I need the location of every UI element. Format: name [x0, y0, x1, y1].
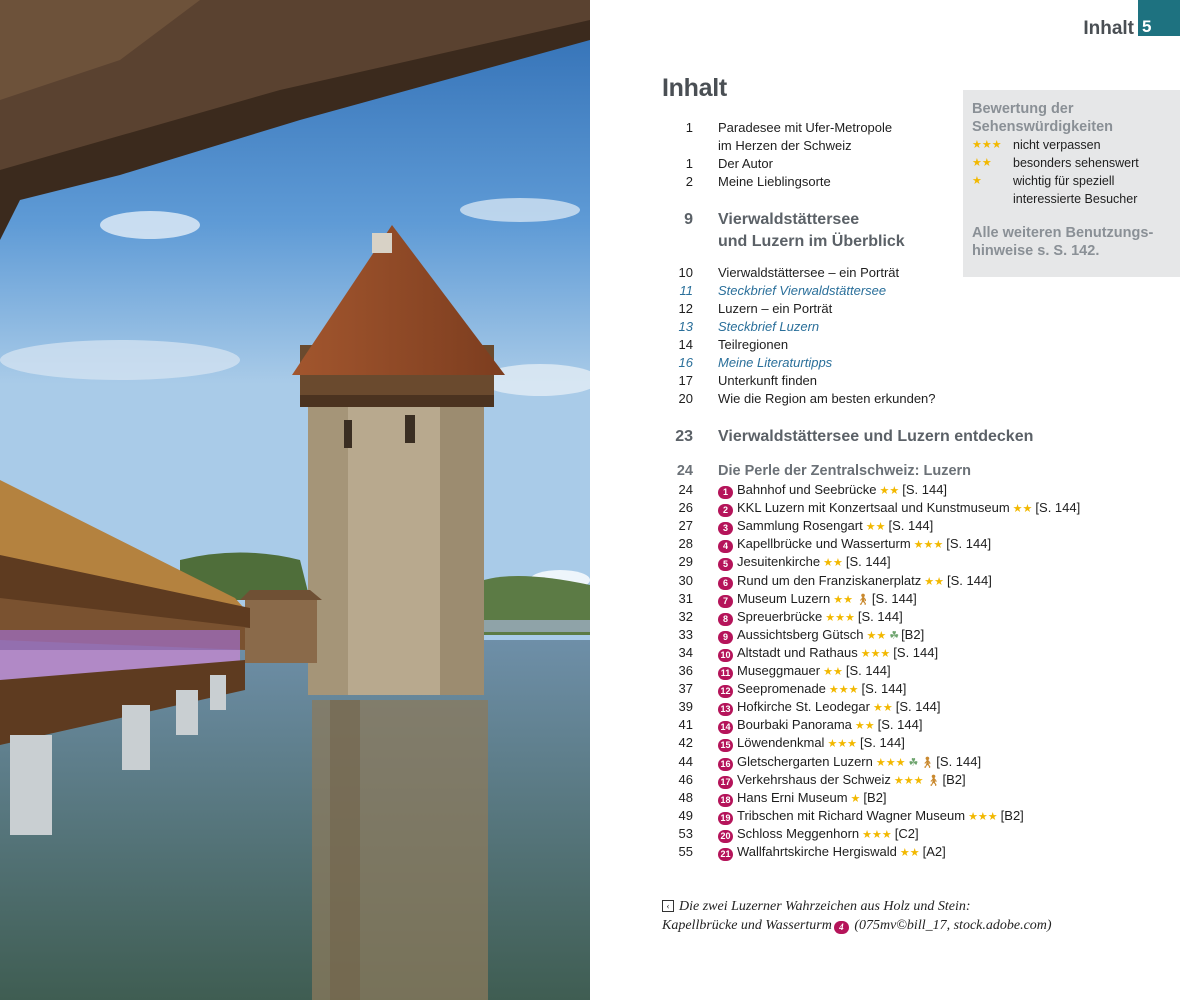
- sight-name: Tribschen mit Richard Wagner Museum: [737, 807, 966, 823]
- sight-number-badge: 9: [718, 631, 733, 644]
- legend-heading: Bewertung der Sehenswürdigkeiten: [972, 101, 1114, 135]
- page-reference: [S. 144]: [871, 590, 917, 606]
- star-rating-icon: ★: [972, 175, 982, 187]
- page-reference: [S. 144]: [845, 554, 891, 570]
- clover-icon: ☘: [889, 629, 900, 642]
- running-header-title: Inhalt: [1083, 18, 1134, 39]
- sight-number-badge: 1: [718, 486, 733, 499]
- page-reference: [S. 144]: [888, 518, 934, 534]
- page-reference: [B2]: [901, 626, 925, 642]
- star-rating-icon: ★★: [823, 666, 843, 678]
- star-rating-icon: ★★: [833, 593, 853, 606]
- sight-name: Museggmauer: [737, 663, 821, 678]
- star-rating-icon: ★★★: [825, 611, 855, 624]
- star-rating-icon: ★★: [1012, 503, 1033, 516]
- sight-name: Seepromenade: [737, 681, 826, 697]
- star-rating-icon: ★: [850, 792, 861, 805]
- sight-number-badge: 11: [718, 667, 733, 680]
- sight-name: Schloss Meggenhorn: [737, 825, 860, 841]
- page-reference: [S. 144]: [902, 482, 948, 497]
- toc-title: Inhalt: [662, 74, 727, 102]
- sight-name: Kapellbrücke und Wasserturm: [737, 536, 911, 552]
- legend-footer: Alle weiteren Benutzungs- hinweise s. S. 142.: [972, 225, 1154, 259]
- star-rating-icon: ★★★: [828, 684, 859, 697]
- child-icon: 🚶︎: [855, 593, 870, 606]
- page-reference: [S. 144]: [947, 572, 992, 588]
- star-rating-icon: ★★: [879, 485, 900, 497]
- sight-number-badge: 19: [718, 812, 733, 825]
- page-reference: [A2]: [922, 844, 946, 859]
- sight-number-badge: 16: [718, 758, 733, 771]
- star-rating-icon: ★★: [872, 702, 893, 715]
- sight-name: Hofkirche St. Leodegar: [737, 699, 870, 715]
- arrow-left-icon: ‹: [662, 900, 674, 912]
- sight-number-badge: 18: [718, 794, 733, 807]
- sight-name: Wallfahrtskirche Hergiswald: [737, 844, 897, 859]
- sight-number-badge: 2: [718, 504, 733, 517]
- page-reference: [S. 144]: [860, 735, 905, 751]
- sight-number-badge: 6: [718, 577, 733, 590]
- child-icon: 🚶︎: [920, 756, 935, 769]
- rating-legend-box: [963, 90, 1180, 277]
- clover-icon: ☘: [908, 756, 919, 769]
- legend-row: ★★★ nicht verpassen: [972, 138, 1101, 152]
- star-rating-icon: ★★: [899, 847, 920, 859]
- legend-row: ★★ besonders sehenswert: [972, 156, 1139, 170]
- sight-name: Jesuitenkirche: [737, 554, 821, 570]
- page-number-tab: 5: [1138, 0, 1180, 36]
- sight-name: Altstadt und Rathaus: [737, 644, 858, 660]
- star-rating-icon: ★★: [854, 720, 875, 733]
- star-rating-icon: ★★★: [968, 810, 998, 823]
- sight-number-badge: 3: [718, 522, 733, 535]
- star-rating-icon: ★★★: [972, 139, 1002, 151]
- star-rating-icon: ★★: [823, 557, 843, 570]
- sight-number-badge: 4: [834, 921, 849, 934]
- page-reference: [S. 144]: [861, 681, 907, 697]
- sight-number-badge: 7: [718, 595, 733, 608]
- sight-name: Museum Luzern: [737, 590, 831, 606]
- star-rating-icon: ★★: [866, 629, 887, 642]
- page-reference: [S. 144]: [936, 753, 982, 769]
- sight-number-badge: 4: [718, 540, 733, 553]
- star-rating-icon: ★★: [972, 157, 992, 169]
- page-reference: [C2]: [894, 825, 919, 841]
- star-rating-icon: ★★★: [875, 756, 906, 769]
- page-reference: [S. 144]: [946, 536, 992, 552]
- sight-name: Hans Erni Museum: [737, 789, 848, 805]
- page-reference: [B2]: [1000, 807, 1024, 823]
- page-reference: [S. 144]: [845, 663, 891, 678]
- sight-name: Verkehrshaus der Schweiz: [737, 771, 891, 787]
- legend-row: interessierte Besucher: [1013, 192, 1138, 206]
- sight-number-badge: 5: [718, 558, 733, 571]
- sight-name: Gletschergarten Luzern: [737, 753, 873, 769]
- sight-number-badge: 12: [718, 685, 733, 698]
- page-reference: [B2]: [942, 771, 966, 787]
- star-rating-icon: ★★★: [862, 828, 892, 841]
- sight-number-badge: 8: [718, 613, 733, 626]
- star-rating-icon: ★★: [865, 521, 886, 534]
- sight-number-badge: 14: [718, 721, 733, 734]
- photo-caption: ‹ Die zwei Luzerner Wahrzeichen aus Holz und Stein: Kapellbrücke und Wasserturm 4 (075mv©bill_17, stock.adobe.com): [662, 899, 1052, 933]
- sight-number-badge: 21: [718, 848, 733, 861]
- sight-number-badge: 20: [718, 830, 733, 843]
- star-rating-icon: ★★★: [893, 774, 924, 787]
- page-reference: [S. 144]: [893, 644, 939, 660]
- sight-name: Spreuerbrücke: [737, 608, 823, 624]
- sight-name: Bourbaki Panorama: [737, 717, 852, 733]
- star-rating-icon: ★★★: [827, 738, 858, 751]
- page-reference: [B2]: [863, 789, 887, 805]
- sight-name: Löwendenkmal: [737, 735, 825, 751]
- sight-name: Sammlung Rosengart: [737, 518, 863, 534]
- page-reference: [S. 144]: [857, 608, 903, 624]
- sight-name: KKL Luzern mit Konzertsaal und Kunstmuseum: [737, 500, 1010, 516]
- star-rating-icon: ★★★: [913, 539, 944, 552]
- page-reference: [S. 144]: [877, 717, 923, 733]
- sight-number-badge: 17: [718, 776, 733, 789]
- child-icon: 🚶︎: [926, 774, 941, 787]
- legend-row: ★ wichtig für speziell: [972, 174, 1115, 188]
- sight-number-badge: 15: [718, 739, 733, 752]
- page-reference: [S. 144]: [1035, 500, 1081, 516]
- sight-name: Aussichtsberg Gütsch: [737, 626, 864, 642]
- sight-number-badge: 10: [718, 649, 733, 662]
- star-rating-icon: ★★: [924, 575, 944, 588]
- star-rating-icon: ★★★: [860, 647, 891, 660]
- sight-name: Bahnhof und Seebrücke: [737, 482, 877, 497]
- sight-name: Rund um den Franziskanerplatz: [737, 572, 922, 588]
- sight-number-badge: 13: [718, 703, 733, 716]
- page-reference: [S. 144]: [895, 699, 941, 715]
